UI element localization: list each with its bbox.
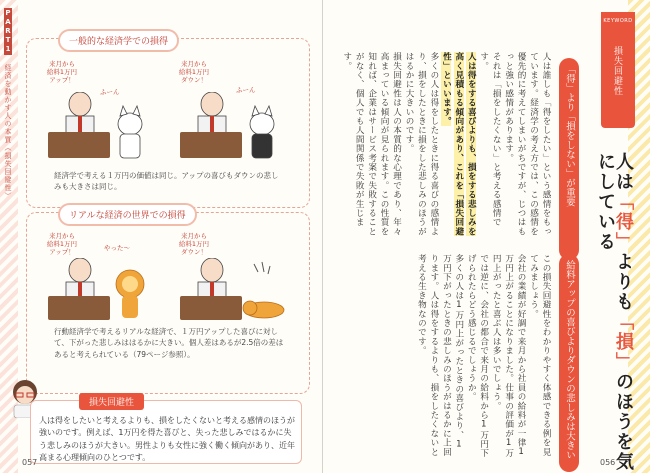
title-part-2: 「得」 (613, 192, 634, 252)
title-part-4: 「損」 (613, 312, 634, 372)
boss-and-lion-collapsed-illustration (176, 258, 286, 322)
paragraph: それは「損をしたくない」と考える感情です。 (478, 52, 502, 227)
section-title-real: リアルな経済の世界での損得 (58, 203, 197, 226)
part-number: PART1 (4, 9, 12, 54)
bubble-cut-real: 来月から 給料1万円 ダウン！ (178, 232, 210, 257)
bubble-raise-real: 来月から 給料1万円 アップ！ (46, 232, 78, 257)
paragraph: では逆に、会社の都合で来月の給料から1万円下げられたらどう感じるでしょうか。 (466, 254, 489, 458)
section-body-1 (338, 52, 552, 242)
paragraph: この損失回避性をわかりやすく体感できる例を見てみましょう。 (528, 254, 551, 457)
page-title (596, 152, 632, 473)
section-heading-2: 給料アップの喜びよりダウンの悲しみは大きい (559, 254, 579, 472)
paragraph: 人は誰しも「得をしたい」という感情をもっています。経済学の考え方では、この感情を優先的に考えてしまいがちですが、じつはもっと強い感情があります。 (503, 52, 551, 236)
info-box (30, 400, 302, 464)
bubble-indifferent: ふーん (100, 88, 120, 96)
boss-and-cat-illustration-2 (176, 92, 286, 162)
paragraph: 損失回避性は人の本質的な心理であり、年々高まっている傾向が見られます。この性質を知れば、企業はサービス考案で失敗することがなく、個人でも人間関係で失敗が生じます。 (341, 52, 402, 236)
info-text: 人は得をしたいと考えるよりも、損をしたくないと考える感情のほうが強いのです。例えば、1万円を得た喜びと、失った悲しみではるかに失う悲しみのほうが大きい。男性よりも女性に強く働く傾向があり、近年高まる心理傾向のひとつです。 (39, 416, 295, 463)
caption-real: 行動経済学で考えるリアルな経済で、１万円アップした喜びに対して、下がった悲しみははるかに大きい。個人差はあるが2.5倍の差はあると考えられている（79ページ参照）。 (54, 327, 284, 359)
paragraph: 会社の業績が好調で来月から社員の給料が一律1万円上がることになりました。仕事の評価が1万円上がったと喜ぶ人は多いでしょう。 (491, 254, 527, 458)
bubble-cut: 来月から 給料1万円 ダウン！ (178, 60, 210, 85)
keyword-tab (601, 12, 635, 128)
page-number-left: 057 (22, 458, 38, 467)
boss-and-lion-happy-illustration (44, 258, 154, 322)
caption-general: 経済学で考える１万円の価値は同じ。アップの喜びもダウンの悲しみも大きさは同じ。 (54, 171, 279, 192)
keyword-label: KEYWORD (603, 18, 633, 24)
part-label (3, 8, 13, 200)
paragraph: 多くの人は得をしたときに得る喜びの感情より、損をしたときに損をした悲しみのほうがはるかに大きいのです。 (404, 52, 439, 236)
part-title: 経済を動かす人の本質（損失回避性） (4, 64, 12, 200)
title-part-1: 人は (613, 152, 634, 192)
section-body-2 (338, 254, 552, 458)
info-tag: 損失回避性 (79, 393, 144, 410)
bubble-joy: やった〜 (104, 244, 130, 252)
section-title-general: 一般的な経済学での損得 (58, 29, 179, 52)
page-number-right: 056 (600, 458, 616, 467)
paragraph-highlight (440, 52, 477, 242)
highlight-text: 人は得をする喜びよりも、損をする悲しみを高く見積もる傾向があり、これを「損失回避性」といいます。 (441, 52, 477, 236)
left-page (0, 0, 323, 473)
bubble-raise: 来月から 給料1万円 アップ！ (46, 60, 78, 85)
keyword-text: 損失回避性 (612, 46, 622, 96)
boss-and-cat-illustration (44, 92, 154, 162)
title-part-5: のほうを気にしている (595, 152, 634, 472)
paragraph: 多くの人は1万円上がったときの喜びより、1万円下がったときの悲しみのほうがはるかに上回ります。人は得をするよりも、損をしたくないと考える生き物なのです。 (416, 254, 464, 457)
section-heading-1: 「得」より「損をしない」が重要 (559, 58, 579, 260)
bubble-indifferent-2: ふーん (236, 86, 256, 94)
title-part-3: よりも (613, 252, 634, 312)
